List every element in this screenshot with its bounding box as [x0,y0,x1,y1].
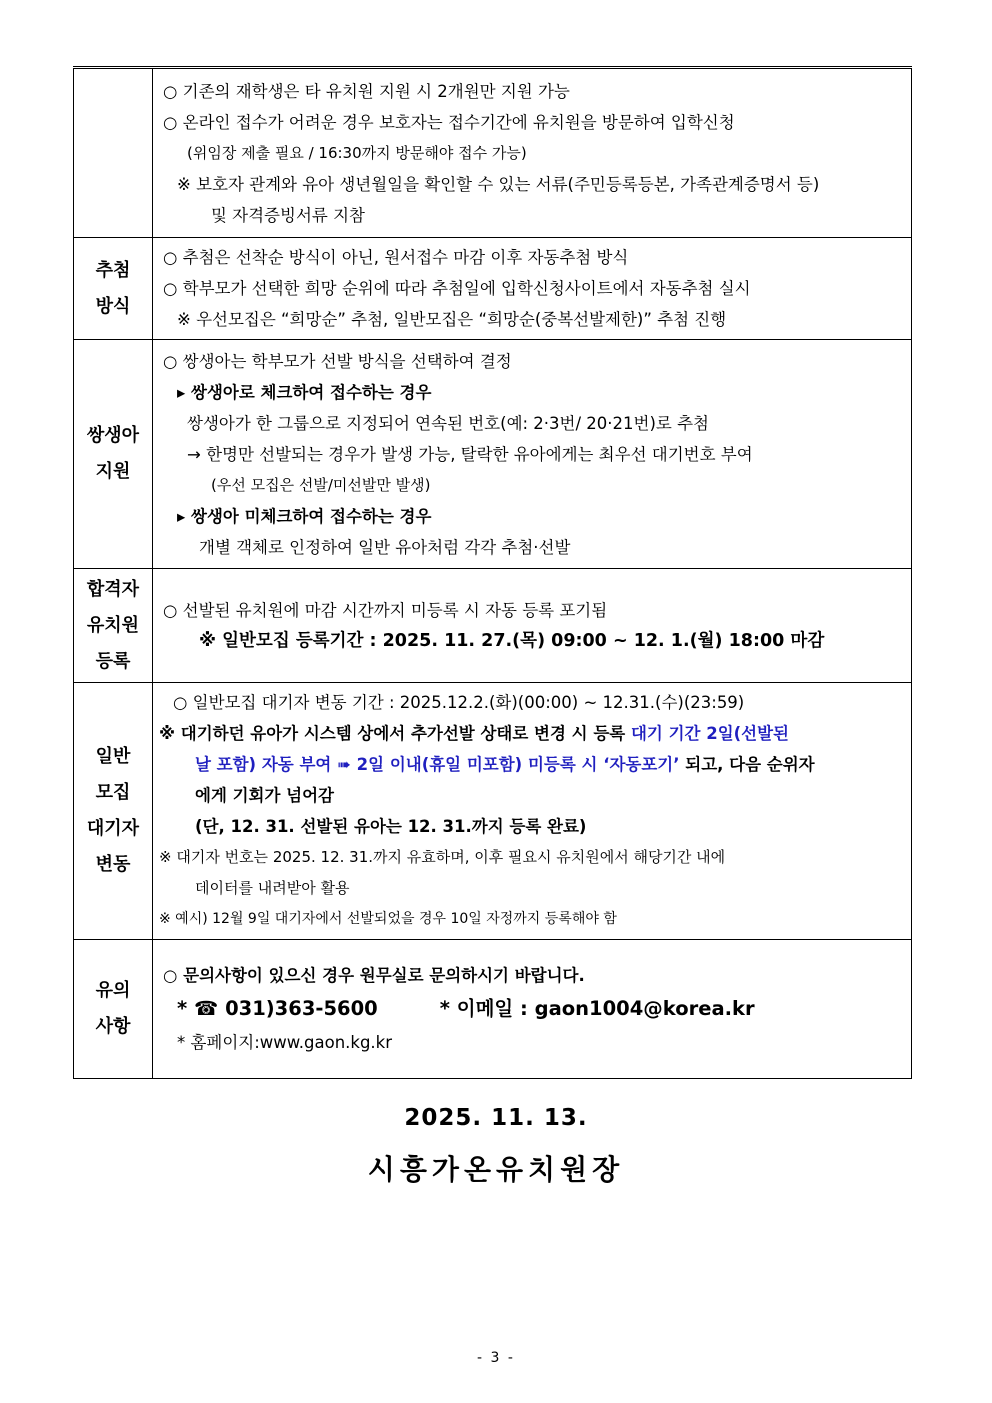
text-line: ○ 선발된 유치원에 마감 시간까지 미등록 시 자동 등록 포기됨 [163,600,608,620]
signature: 시흥가온유치원장 [367,1153,625,1186]
row-content [153,238,912,340]
text-line: (위임장 제출 필요 / 16:30까지 방문해야 접수 가능) [187,143,527,162]
text-line: ※ 보호자 관계와 유아 생년월일을 확인할 수 있는 서류(주민등록등본, 가족관계증명서 등) [177,174,820,194]
text-line: ▸ 쌍생아 미체크하여 접수하는 경우 [177,506,432,526]
text-line: 쌍생아가 한 그룹으로 지정되어 연속된 번호(예: 2·3번/ 20·21번)로 추첨 [187,413,709,433]
text-line: ※ 우선모집은 “희망순” 추첨, 일반모집은 “희망순(중복선발제한)” 추첨 진행 [177,310,727,329]
text-line: ○ 기존의 재학생은 타 유치원 지원 시 2개원만 지원 가능 [163,81,570,101]
row-content [153,569,912,683]
text-line: ○ 온라인 접수가 어려운 경우 보호자는 접수기간에 유치원을 방문하여 입학신청 [163,112,735,132]
row-waitlist [74,683,912,940]
row-header: 합격자 유치원 등록 [74,569,153,683]
text-line: ※ 예시) 12월 9일 대기자에서 선발되었을 경우 10일 자정까지 등록해야 함 [159,911,617,927]
homepage-url: * 홈페이지:www.gaon.kg.kr [177,1033,393,1052]
text-line: 개별 객체로 인정하여 일반 유아처럼 각각 추첨·선발 [199,537,571,557]
text-line: → 한명만 선발되는 경우가 발생 가능, 탈락한 유아에게는 최우선 대기번호 부여 [187,444,753,464]
page-number: - 3 - [477,1350,515,1366]
row-content [153,940,912,1079]
text-line: ※ 대기하던 유아가 시스템 상에서 추가선발 상태로 변경 시 등록 대기 기간 2일(선발된 [159,724,789,743]
row-header: 쌍생아 지원 [74,340,153,569]
text-line: 날 포함) 자동 부여 ➠ 2일 이내(휴일 미포함) 미등록 시 ‘자동포기’ 되고, 다음 순위자 [195,755,815,774]
row-notice [74,940,912,1079]
text-line: ○ 문의사항이 있으신 경우 원무실로 문의하시기 바랍니다. [163,966,585,985]
email-address: * 이메일 : gaon1004@korea.kr [439,997,755,1020]
row-header-empty [74,68,153,238]
row-content [153,340,912,569]
text-line: 및 자격증빙서류 지참 [211,205,365,225]
row-header: 유의 사항 [74,940,153,1079]
text-line: ○ 추첨은 선착순 방식이 아닌, 원서접수 마감 이후 자동추첨 방식 [163,248,629,267]
text-line: ○ 일반모집 대기자 변동 기간 : 2025.12.2.(화)(00:00) ~ 12.31.(수)(23:59) [173,693,745,712]
contact-line [163,991,908,1027]
row-content [153,683,912,940]
phone-number: * ☎ 031)363-5600 [177,997,378,1020]
text-line: 에게 기회가 넘어감 [195,786,335,805]
row-lottery-method [74,238,912,340]
row-general-notes [74,68,912,238]
text-line: (우선 모집은 선발/미선발만 발생) [211,475,431,494]
row-header: 추첨 방식 [74,238,153,340]
row-registration [74,569,912,683]
highlight-text: 대기 기간 2일(선발된 [630,724,789,743]
text-line: (단, 12. 31. 선발된 유아는 12. 31.까지 등록 완료) [195,817,587,836]
text-line: ▸ 쌍생아로 체크하여 접수하는 경우 [177,382,432,402]
admission-info-table [73,66,912,1079]
text-line: 데이터를 내려받아 활용 [195,879,350,897]
text-line: ※ 대기자 번호는 2025. 12. 31.까지 유효하며, 이후 필요시 유치원에서 해당기간 내에 [159,848,726,866]
registration-period: ※ 일반모집 등록기간 : 2025. 11. 27.(목) 09:00 ~ 12. 1.(월) 18:00 마감 [199,630,825,651]
text-line: ○ 쌍생아는 학부모가 선발 방식을 선택하여 결정 [163,351,512,371]
row-content [153,68,912,238]
row-twins-support [74,340,912,569]
highlight-text: 날 포함) 자동 부여 ➠ 2일 이내(휴일 미포함) 미등록 시 ‘자동포기’ [195,755,680,774]
document-date: 2025. 11. 13. [404,1105,588,1131]
row-header: 일반 모집 대기자 변동 [74,683,153,940]
text-line: ○ 학부모가 선택한 희망 순위에 따라 추첨일에 입학신청사이트에서 자동추첨 실시 [163,279,751,298]
